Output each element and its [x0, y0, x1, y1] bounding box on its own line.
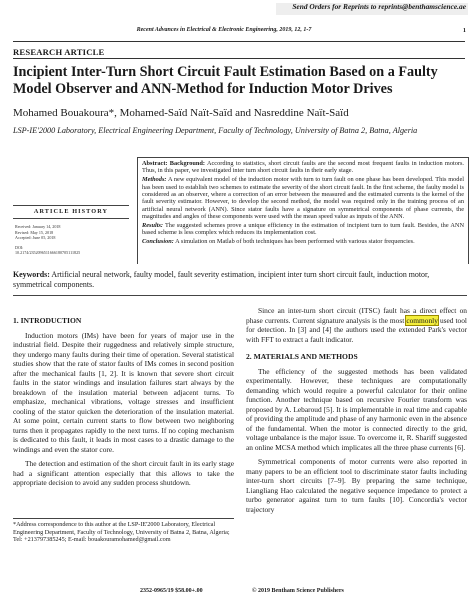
doi-label: DOI:	[15, 244, 24, 250]
abstract-methods-label: Methods:	[142, 176, 167, 184]
right-paragraph-1-end: used tool for detection. In [3] and [4] the authors used the extended Park's vector with FFT to extract a fault indicator.	[246, 315, 467, 344]
issn-price: 2352-0965/19 $58.00+.00	[140, 588, 203, 594]
abstract-results-text: The suggested schemes prove a unique efficiency in the estimation of incipient turn to turn fault. Besides, the ANN based scheme is less complex which reduces its implementation cost.	[142, 221, 464, 237]
keywords-text: Artificial neural network, faulty model, fault severity estimation, incipient inter turn short circuit fault, induction motor, symmetrical components.	[13, 270, 430, 289]
abstract-conclusion-text: A simulation on Matlab of both techniques has been performed with various stator frequencies.	[175, 238, 415, 246]
article-history-heading: ARTICLE HISTORY	[13, 205, 129, 219]
abstract-results-label: Results:	[142, 221, 163, 229]
keywords	[13, 270, 467, 296]
abstract	[142, 160, 464, 247]
affiliation: LSP-IE'2000 Laboratory, Electrical Engineering Department, Faculty of Technology, University of Batna 2, Batna, Algeria	[13, 126, 418, 135]
journal-citation: Recent Advances in Electrical & Electronic Engineering, 2019, 12, 1-7	[136, 27, 312, 33]
right-paragraph-1-start: Since an inter-turn short circuit (ITSC) fault has a direct effect on phase currents. Current signature analysis is the most	[246, 306, 467, 325]
methods-paragraph-2: Symmetrical components of motor currents were also reported in many papers to be an efficient tool to discriminate stator faults including inter-turn short circuits [7–9]. By preparing the same technique, Liangliang Hao calculated the negative sequence impedance to protect a turbo generator against turn to turn faults [10]. Concordia's vector trajectory	[246, 457, 467, 514]
paper-title: Incipient Inter-Turn Short Circuit Fault Estimation Based on a Faulty Model Observer and ANN-Method for Induction Motor Drives	[13, 64, 438, 97]
revised-date: Revised: May 15, 2018	[15, 229, 54, 235]
abstract-conclusion-label: Conclusion:	[142, 238, 174, 246]
doi-link[interactable]: 10.2174/2352096511666180705111825	[15, 250, 81, 255]
article-type-divider	[13, 58, 465, 59]
intro-paragraph-2: The detection and estimation of the short circuit fault in its early stage had a significant attention especially that this allows to take the appropriate decision to avoid any sudden process shutdown.	[13, 459, 234, 488]
abstract-methods-text: A new equivalent model of the induction motor with turn to turn fault on one phase has been developed. This model has been used to establish two schemes to estimate the severity of the short circuit fault. In the first scheme, the faulty model is considered as an observer, where a correction of an error between the measured and the estimated currents is the kernel of the fault severity estimator. However, to develop the second method, the model was required only in the training process of an artificial neural network (ANN). Since stator faults have a signature on symmetrical components of phase currents, the magnitudes and angles of these components were used with the mean speed value as inputs of the ANN.	[142, 176, 464, 220]
intro-paragraph-1: Induction motors (IMs) have been for years of major use in the industrial field. Despite their ruggedness and relatively simple structure, they undergo many faults during their time of operation. Several statistical studies show that the rate of stator faults of IMs comes in second position after the mechanical faults [1, 2]. It is known that severe short circuit faults in the stator windings and insulation failures start always by the breakdown of the insulation material between adjacent turns. To emphasize, mechanical vibrations, voltage stresses and insufficient cooling of the stator quicken the deterioration of the insulation material. At some point, certain current starts to flow between two neighboring turns then it propagates rapidly to the next turns. If no coping mechanism is dedicated to this fault, it leads in most cases to a drastic damage to the windings and even the stator core.	[13, 330, 234, 454]
copyright: © 2019 Bentham Science Publishers	[252, 588, 344, 594]
right-paragraph-1	[246, 306, 467, 344]
section-heading-introduction: 1. INTRODUCTION	[13, 316, 82, 325]
accepted-date: Accepted: June 05, 2018	[15, 235, 56, 240]
abstract-background-text: According to statistics, short circuit faults are the second most frequent faults in induction motors. Thus, in this paper, we investigated inter turn short circuit faults in their early stage.	[142, 160, 464, 175]
section-heading-materials-methods: 2. MATERIALS AND METHODS	[246, 352, 358, 362]
author-list: Mohamed Bouakoura*, Mohamed-Saïd Naït-Saïd and Nasreddine Naït-Saïd	[13, 107, 349, 119]
page-number: 1	[462, 27, 466, 34]
left-column	[13, 316, 234, 488]
highlighted-word[interactable]: commonly	[406, 315, 438, 325]
abstract-background-label: Abstract: Background:	[142, 160, 206, 167]
right-column	[246, 306, 467, 514]
received-date: Received: January 14, 2018	[15, 224, 61, 229]
correspondence-footnote: *Address correspondence to this author at the LSP-IE'2000 Laboratory, Electrical Engineering Department, Faculty of Technology, University of Batna 2, Batna, Algeria; Tel: +213797385245; E-mail: bouakouramohamed@gmail.com	[13, 518, 234, 544]
article-history	[15, 224, 133, 256]
article-type: RESEARCH ARTICLE	[13, 47, 105, 57]
header-divider	[13, 41, 465, 42]
reprints-notice: Send Orders for Reprints to reprints@benthamscience.ae	[292, 2, 466, 11]
keywords-label: Keywords:	[13, 270, 50, 279]
methods-paragraph-1: The efficiency of the suggested methods has been validated experimentally. However, these techniques are computationally demanding which would require a powerful calculator for their online function. Another technique based on recursive Fourier transform was proposed by A. Lebaroud [5]. It is implementable in real time and capable of providing the amplitude and phase of any harmonic even in the absence of the fundamental. When the motor is connected directly to the grid, voltage unbalance is the major issue. To overcome it, R. Shariff suggested an online MCSA method which implicates all the three phase currents [6].	[246, 366, 467, 452]
